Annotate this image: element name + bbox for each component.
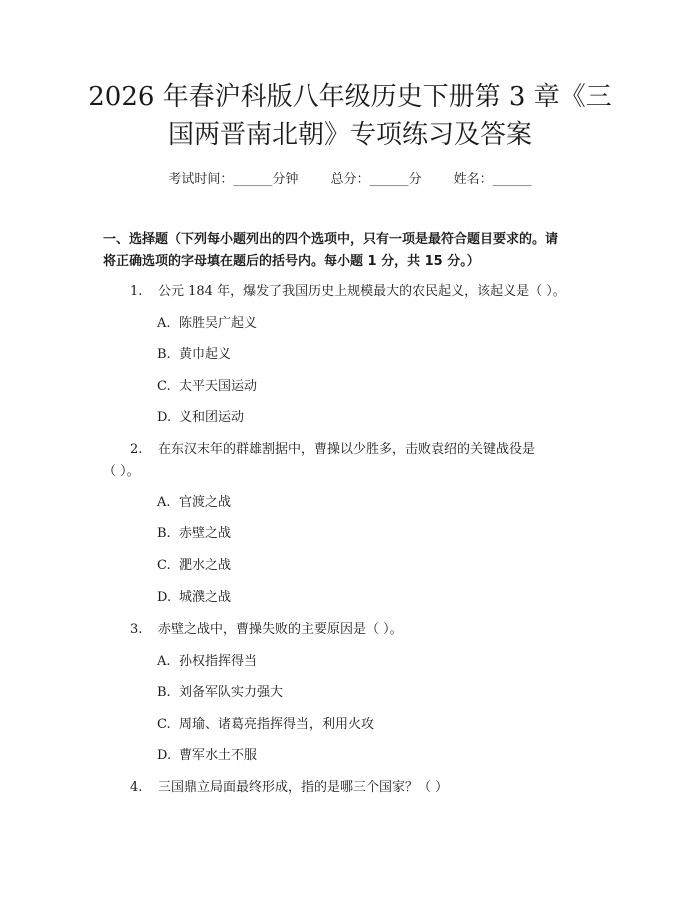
option xyxy=(157,313,257,335)
option-text: 黄巾起义 xyxy=(179,347,232,362)
option xyxy=(157,587,231,609)
option-letter: B. xyxy=(157,526,171,541)
option-letter: D. xyxy=(157,590,172,605)
option-text: 义和团运动 xyxy=(179,410,245,425)
option-text: 淝水之战 xyxy=(179,558,232,573)
question-text: 三国鼎立局面最终形成，指的是哪三个国家？（ ） xyxy=(158,780,449,795)
option-text: 太平天国运动 xyxy=(179,379,258,394)
exam-score: 总分：______分 xyxy=(330,172,422,187)
title-line-2: 国两晋南北朝》专项练习及答案 xyxy=(167,120,532,150)
option-letter: D. xyxy=(157,410,172,425)
question-2 xyxy=(103,439,593,483)
option-letter: A. xyxy=(157,495,171,510)
section-heading-line-1: 一、选择题（下列每小题列出的四个选项中，只有一项是最符合题目要求的。请 xyxy=(103,232,559,247)
option xyxy=(157,407,244,429)
option-text: 陈胜吴广起义 xyxy=(179,316,258,331)
question-1 xyxy=(103,281,593,303)
option-letter: B. xyxy=(157,347,171,362)
question-number: 4. xyxy=(130,780,143,795)
document-title xyxy=(60,78,640,154)
option-text: 城濮之战 xyxy=(179,590,232,605)
option xyxy=(157,523,231,545)
option xyxy=(157,555,231,577)
option-letter: A. xyxy=(157,654,171,669)
exam-meta xyxy=(0,168,700,187)
option xyxy=(157,376,257,398)
question-text: 赤壁之战中，曹操失败的主要原因是（ ）。 xyxy=(158,622,403,637)
option-letter: C. xyxy=(157,558,171,573)
exam-name: 姓名：______ xyxy=(453,172,532,187)
option xyxy=(157,344,231,366)
option-letter: D. xyxy=(157,748,172,763)
option-text: 官渡之战 xyxy=(179,495,232,510)
section-heading-line-2: 将正确选项的字母填在题后的括号内。每小题 1 分，共 15 分。） xyxy=(103,254,480,269)
option-text: 周瑜、诸葛亮指挥得当，利用火攻 xyxy=(179,717,375,732)
option-letter: B. xyxy=(157,685,171,700)
option xyxy=(157,651,257,673)
question-text-line-1: 在东汉末年的群雄割据中，曹操以少胜多，击败袁绍的关键战役是 xyxy=(158,442,536,457)
question-4 xyxy=(103,777,593,799)
question-text-line-2: （ ）。 xyxy=(103,464,140,479)
question-3 xyxy=(103,619,593,641)
section-heading xyxy=(103,229,593,273)
option xyxy=(157,682,283,704)
option-text: 曹军水土不服 xyxy=(179,748,258,763)
option xyxy=(157,745,257,767)
option-letter: C. xyxy=(157,379,171,394)
title-line-1: 2026 年春沪科版八年级历史下册第 3 章《三 xyxy=(88,82,612,112)
option-letter: A. xyxy=(157,316,171,331)
option-text: 刘备军队实力强大 xyxy=(179,685,284,700)
option xyxy=(157,492,231,514)
option-text: 孙权指挥得当 xyxy=(179,654,258,669)
option-text: 赤壁之战 xyxy=(179,526,232,541)
option-letter: C. xyxy=(157,717,171,732)
option xyxy=(157,714,374,736)
question-text: 公元 184 年，爆发了我国历史上规模最大的农民起义，该起义是（ ）。 xyxy=(158,284,566,299)
exam-time: 考试时间：______分钟 xyxy=(168,172,299,187)
question-number: 2. xyxy=(130,442,143,457)
question-number: 3. xyxy=(130,622,143,637)
question-number: 1. xyxy=(130,284,143,299)
